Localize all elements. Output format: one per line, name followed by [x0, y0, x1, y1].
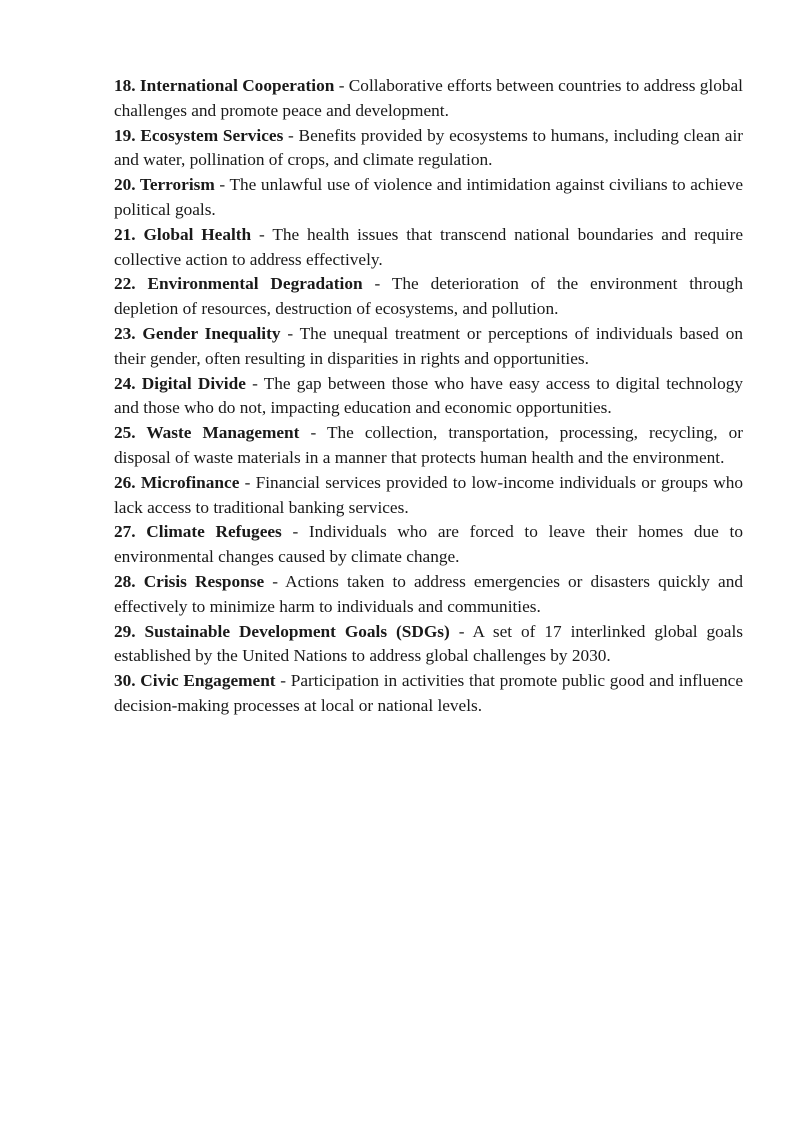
glossary-definition: - The unequal treatment or perceptions of individuals based on their gender, often resulting in disparities in rights and opportunities.: [114, 323, 743, 368]
glossary-page: [114, 74, 743, 719]
glossary-term: 23. Gender Inequality: [114, 323, 281, 343]
glossary-entry: [114, 372, 743, 422]
glossary-term: 25. Waste Management: [114, 423, 300, 443]
glossary-definition: - Collaborative efforts between countries to address global challenges and promote peace and development.: [114, 76, 743, 120]
glossary-definition: - Benefits provided by ecosystems to humans, including clean air and water, pollination of crops, and climate regulation.: [114, 125, 744, 170]
glossary-term: 22. Environmental Degradation: [114, 274, 363, 294]
glossary-term: 28. Crisis Response: [114, 571, 265, 591]
glossary-definition: - Actions taken to address emergencies or disasters quickly and effectively to minimize harm to individuals and communities.: [114, 571, 743, 616]
glossary-entry: [114, 74, 743, 124]
glossary-definition: - The collection, transportation, processing, recycling, or disposal of waste materials in a manner that protects human health and the environment.: [114, 423, 743, 467]
glossary-entry: [114, 322, 743, 372]
glossary-definition: - The deterioration of the environment through depletion of resources, destruction of ecosystems, and pollution.: [114, 274, 744, 319]
glossary-entry: [114, 173, 743, 223]
glossary-entry: [114, 421, 743, 471]
glossary-entry: [114, 570, 743, 620]
glossary-term: 26. Microfinance: [114, 472, 240, 492]
glossary-definition: - Participation in activities that promote public good and influence decision-making processes at local or national levels.: [114, 671, 744, 715]
glossary-term: 20. Terrorism: [114, 175, 215, 195]
glossary-term: 29. Sustainable Development Goals (SDGs): [114, 621, 450, 641]
glossary-term: 27. Climate Refugees: [114, 522, 282, 542]
glossary-definition: - Financial services provided to low-income individuals or groups who lack access to traditional banking services.: [114, 472, 743, 517]
glossary-term: 21. Global Health: [114, 224, 252, 244]
glossary-entry: [114, 223, 743, 273]
glossary-term: 18. International Cooperation: [114, 76, 335, 95]
glossary-entry: [114, 620, 743, 670]
glossary-definition: - The health issues that transcend national boundaries and require collective action to address effectively.: [114, 224, 743, 269]
glossary-definition: - The unlawful use of violence and intimidation against civilians to achieve political goals.: [114, 175, 743, 219]
glossary-entry: [114, 124, 743, 174]
glossary-entry: [114, 520, 743, 570]
glossary-term: 24. Digital Divide: [114, 373, 246, 393]
glossary-entry: [114, 669, 743, 719]
glossary-entry: [114, 272, 743, 322]
glossary-definition: - Individuals who are forced to leave their homes due to environmental changes caused by climate change.: [114, 522, 743, 567]
glossary-entry: [114, 471, 743, 521]
glossary-definition: - The gap between those who have easy access to digital technology and those who do not, impacting education and economic opportunities.: [114, 373, 743, 418]
glossary-definition: - A set of 17 interlinked global goals established by the United Nations to address global challenges by 2030.: [114, 621, 743, 666]
glossary-term: 30. Civic Engagement: [114, 671, 276, 691]
glossary-term: 19. Ecosystem Services: [114, 125, 284, 145]
